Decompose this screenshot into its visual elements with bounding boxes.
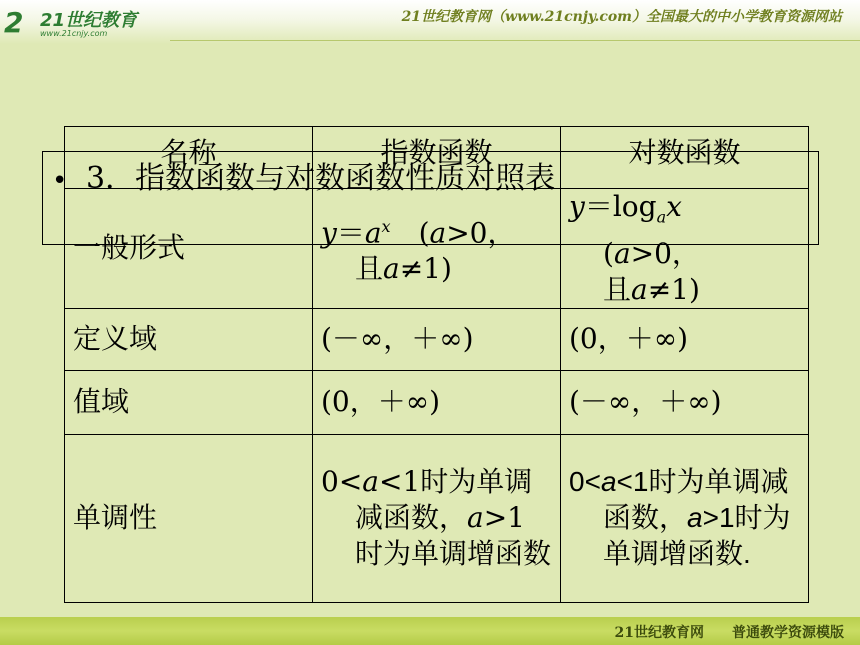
row-label: 单调性 (65, 434, 313, 602)
math-exponent: x (381, 217, 391, 237)
logo-mark-icon: 2 (4, 6, 24, 39)
log-range: (－∞，＋∞) (561, 370, 809, 434)
slide-heading: 3．指数函数与对数函数性质对照表 (86, 161, 556, 196)
log-domain: (0，＋∞) (561, 308, 809, 370)
table-row (65, 308, 809, 370)
math-subscript: a (656, 207, 667, 227)
math-text: ≠1) (647, 272, 700, 306)
exp-domain: (－∞，＋∞) (313, 308, 561, 370)
math-text: ＝ (336, 216, 365, 250)
row-label: 值域 (65, 370, 313, 434)
footer-text: 21世纪教育网 普通教学资源模版 (614, 625, 844, 641)
header-bar (0, 0, 860, 44)
math-text: 且 (603, 272, 632, 306)
math-var: a (362, 465, 379, 499)
math-var: y (321, 216, 337, 250)
math-text: <1时为单调减函数， (603, 466, 789, 534)
math-text: ( (603, 190, 710, 270)
math-var: a (613, 236, 631, 270)
footer-bar (0, 617, 860, 645)
comparison-table (64, 126, 809, 603)
header-cell-log: 对数函数 (561, 127, 809, 189)
math-text: ≠1) (399, 252, 452, 286)
math-text: >0， (630, 236, 700, 270)
math-text: 0< (321, 465, 363, 499)
math-text: 0< (569, 466, 601, 498)
logo-url: www.21cnjy.com (40, 29, 108, 38)
math-text: ( (390, 216, 430, 250)
exp-general-form (313, 189, 561, 309)
bullet-icon: • (52, 166, 68, 196)
header-cell-name: 名称 (65, 127, 313, 189)
math-var: a (600, 466, 617, 498)
table-row (65, 189, 809, 309)
log-monotonicity (561, 434, 809, 602)
math-text: >1时为单调增函数. (603, 502, 791, 570)
math-text: >1时为单调增函数 (355, 501, 552, 571)
row-label: 定义域 (65, 308, 313, 370)
math-text: 且 (355, 252, 384, 286)
table-row (65, 434, 809, 602)
header-divider (170, 40, 860, 41)
exp-range: (0，＋∞) (313, 370, 561, 434)
logo-text: 21世纪教育 (40, 10, 138, 31)
math-var: a (467, 501, 484, 535)
header-cell-exp: 指数函数 (313, 127, 561, 189)
math-text: ＝log (584, 190, 657, 223)
math-var: x (666, 190, 682, 223)
math-var: a (429, 216, 447, 250)
math-var: a (364, 216, 382, 250)
math-var: a (383, 252, 400, 286)
exp-monotonicity (313, 434, 561, 602)
site-logo[interactable] (4, 2, 154, 42)
row-label: 一般形式 (65, 189, 313, 309)
table-row (65, 370, 809, 434)
math-text: >0， (446, 216, 516, 250)
math-var: a (687, 502, 703, 534)
math-var: y (569, 190, 585, 223)
log-general-form (561, 189, 809, 309)
header-slogan: 21世纪教育网（www.21cnjy.com）全国最大的中小学教育资源网站 (401, 9, 842, 25)
math-text: <1时为单调减函数， (355, 465, 533, 535)
math-var: a (631, 272, 648, 306)
